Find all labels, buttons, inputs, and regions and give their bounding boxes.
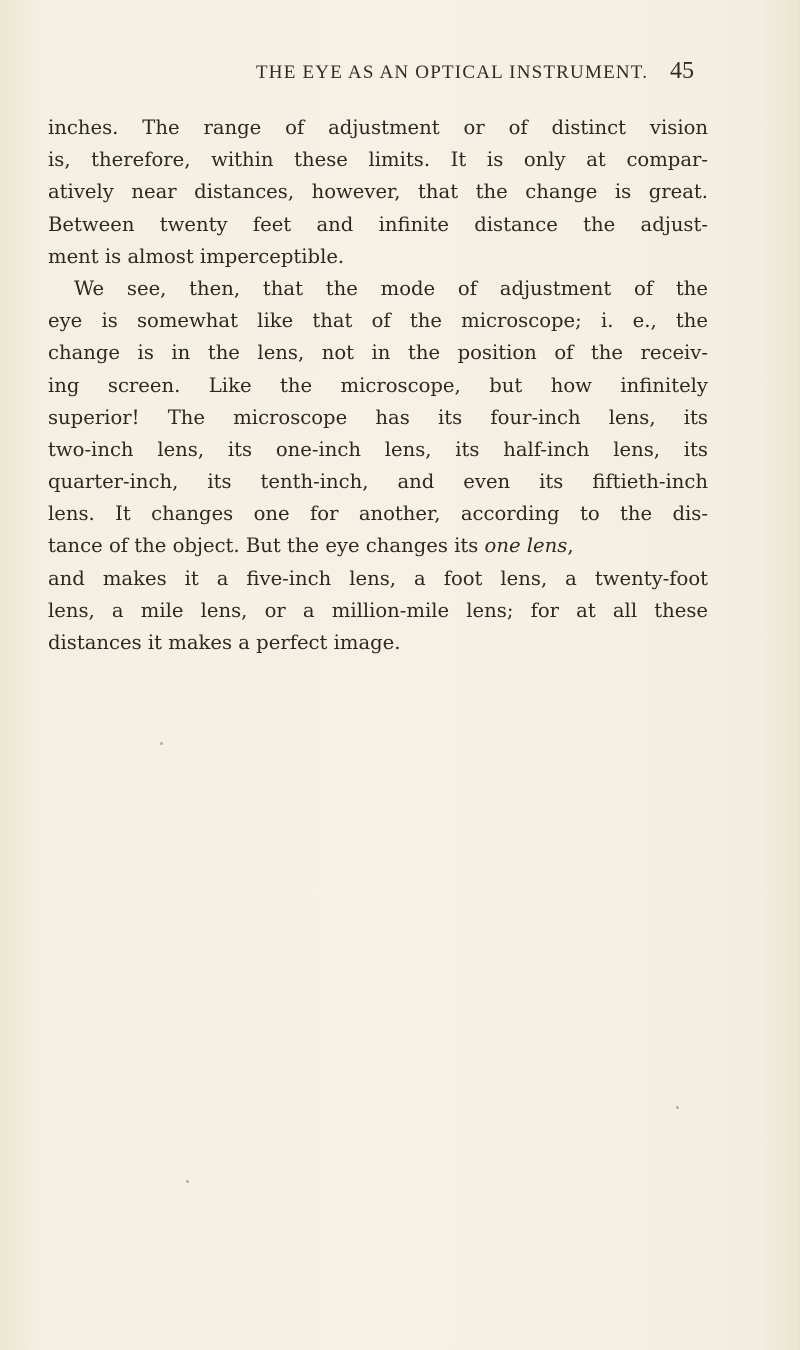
text-line-1: inches. The range of adjustment or of distinct vision [48, 116, 708, 139]
text-line-2: is, therefore, within these limits. It is only at compar- [48, 148, 708, 172]
text-line-13: lens. It changes one for another, according to the dis- [48, 502, 708, 526]
paper-speck [186, 1180, 189, 1183]
text-line-12: quarter-inch, its tenth-inch, and even its fiftieth-inch [48, 470, 708, 494]
page-header [0, 58, 800, 90]
body-text [48, 112, 708, 659]
text-line-16: lens, a mile lens, or a million-mile lens; for at all these [48, 598, 708, 622]
text-line-14-tail: , [567, 534, 574, 558]
text-line-9: ing screen. Like the microscope, but how infinitely [48, 373, 708, 397]
text-line-3: atively near distances, however, that the change is great. [48, 180, 708, 204]
text-line-14-start: tance of the object. But the eye changes its [48, 534, 485, 558]
paper-speck [676, 1106, 679, 1109]
text-line-10: superior! The microscope has its four-inch lens, its [48, 405, 708, 429]
text-line-6: We see, then, that the mode of adjustment of the [74, 276, 708, 300]
page-number: 45 [670, 58, 694, 84]
emphasis-one-lens: one lens [484, 534, 568, 558]
running-title: THE EYE AS AN OPTICAL INSTRUMENT. [256, 62, 649, 83]
text-line-14 [48, 530, 708, 562]
text-line-8: change is in the lens, not in the position of the receiv- [48, 341, 708, 365]
text-line-7: eye is somewhat like that of the microscope; i. e., the [48, 309, 708, 333]
text-line-11: two-inch lens, its one-inch lens, its half-inch lens, its [48, 437, 708, 461]
text-line-17: distances it makes a perfect image. [48, 631, 401, 654]
text-line-4: Between twenty feet and infinite distance the adjust- [48, 212, 708, 236]
paper-speck [160, 742, 163, 745]
text-line-5: ment is almost imperceptible. [48, 244, 345, 268]
text-line-15: and makes it a five-inch lens, a foot lens, a twenty-foot [48, 566, 708, 590]
